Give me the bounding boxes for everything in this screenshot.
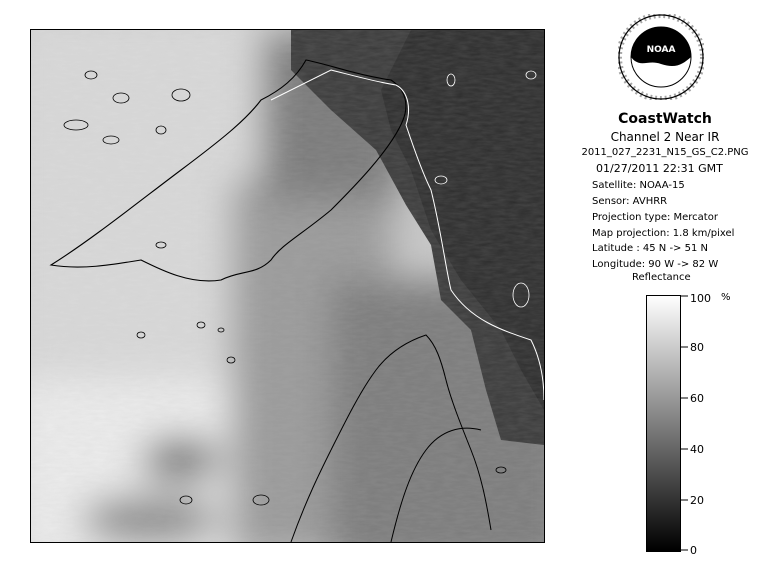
tick-label-80: 80	[690, 341, 704, 354]
tick-label-20: 20	[690, 494, 704, 507]
channel-name: Channel 2 Near IR	[610, 130, 720, 144]
noaa-seal-icon	[618, 14, 704, 100]
tick-label-40: 40	[690, 443, 704, 456]
legend-title: Reflectance	[632, 272, 691, 283]
satellite-label: Satellite: NOAA-15	[592, 180, 685, 191]
date-time: 01/27/2011 22:31 GMT	[596, 162, 723, 175]
map-projection-label: Map projection: 1.8 km/pixel	[592, 228, 735, 239]
noaa-logo	[618, 14, 704, 100]
reflectance-colorbar	[646, 295, 681, 552]
tick-label-60: 60	[690, 392, 704, 405]
satellite-image	[30, 29, 545, 543]
logo-text: NOAA	[646, 45, 676, 55]
tick-label-100: 100	[690, 292, 711, 305]
sensor-label: Sensor: AVHRR	[592, 196, 668, 207]
file-name: 2011_027_2231_N15_GS_C2.PNG	[581, 147, 749, 158]
colorbar-tick-marks	[680, 292, 730, 553]
tick-label-0: 0	[690, 544, 697, 557]
latitude-label: Latitude : 45 N -> 51 N	[592, 243, 708, 254]
legend-unit: %	[721, 292, 731, 303]
reflectance-map	[31, 30, 544, 542]
longitude-label: Longitude: 90 W -> 82 W	[592, 259, 719, 270]
app-title: CoastWatch	[618, 111, 712, 127]
projection-type-label: Projection type: Mercator	[592, 212, 718, 223]
